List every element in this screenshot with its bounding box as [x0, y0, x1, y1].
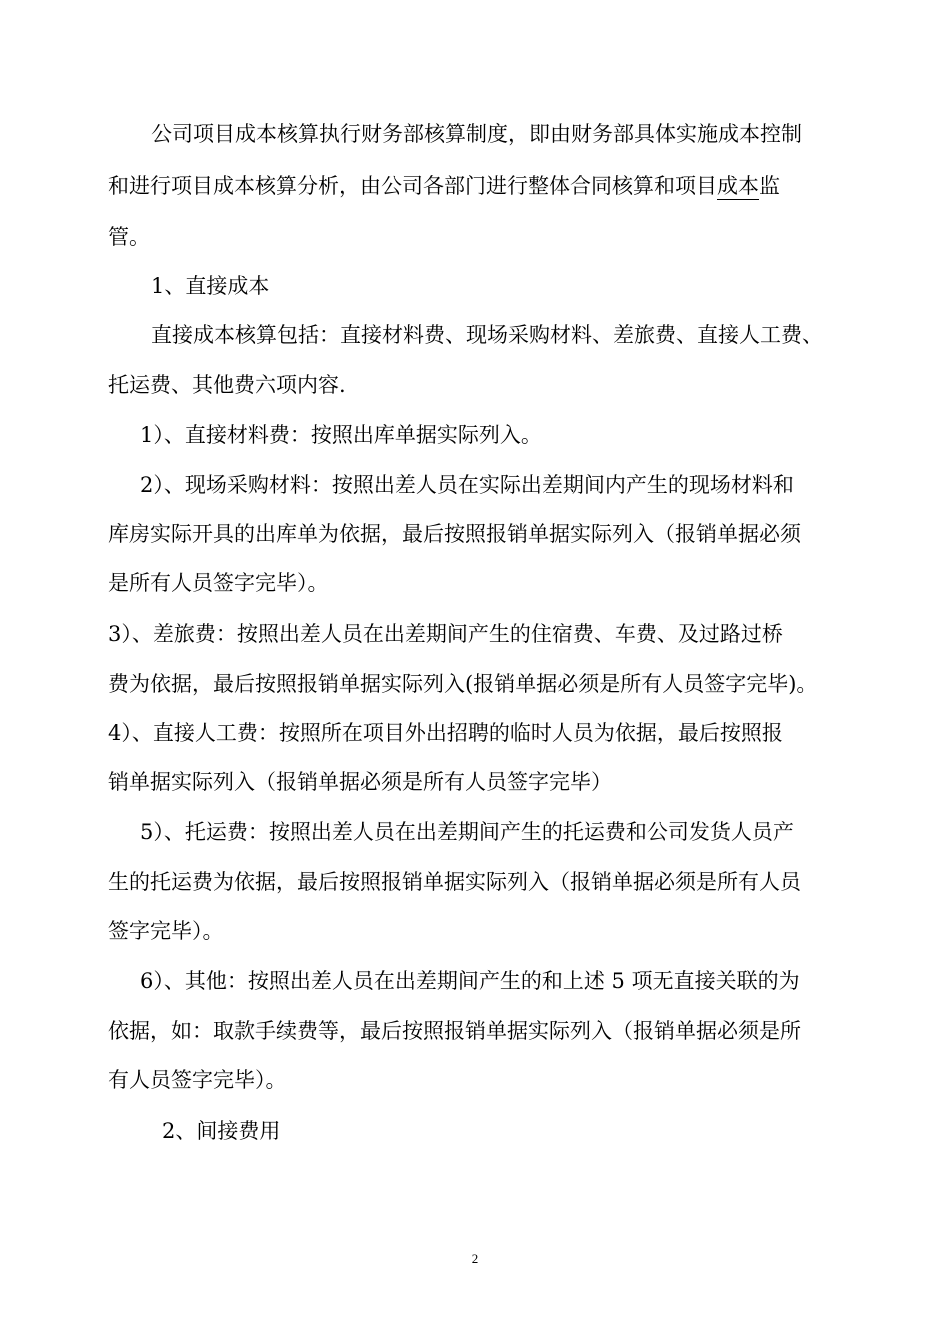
- item-4-line-1: 4）、直接人工费：按照所在项目外出招聘的临时人员为依据，最后按照报: [108, 721, 783, 745]
- item-6-line-2: 依据，如：取款手续费等，最后按照报销单据实际列入（报销单据必须是所: [108, 1019, 801, 1043]
- section-heading-direct-cost: 1、直接成本: [151, 274, 270, 298]
- intro-line-2-end: 监: [759, 174, 780, 198]
- intro-line-3: 管。: [108, 225, 150, 249]
- direct-cost-line-1: 直接成本核算包括：直接材料费、现场采购材料、差旅费、直接人工费、: [151, 323, 823, 347]
- direct-cost-line-2: 托运费、其他费六项内容.: [108, 373, 346, 397]
- item-3-line-2: 费为依据，最后按照报销单据实际列入(报销单据必须是所有人员签字完毕)。: [108, 672, 818, 696]
- item-4-line-2: 销单据实际列入（报销单据必须是所有人员签字完毕）: [108, 770, 612, 794]
- intro-line-1: 公司项目成本核算执行财务部核算制度，即由财务部具体实施成本控制: [151, 122, 802, 146]
- underlined-text: 成本: [717, 174, 759, 198]
- item-5-line-1: 5）、托运费：按照出差人员在出差期间产生的托运费和公司发货人员产: [140, 820, 794, 844]
- section-heading-indirect-cost: 2、间接费用: [162, 1119, 281, 1143]
- item-2-line-1: 2）、现场采购材料：按照出差人员在实际出差期间内产生的现场材料和: [140, 473, 794, 497]
- page-number: 2: [471, 1251, 479, 1266]
- intro-line-2: [108, 172, 780, 200]
- item-1: 1）、直接材料费：按照出库单据实际列入。: [140, 423, 542, 447]
- item-6-line-3: 有人员签字完毕）。: [108, 1068, 287, 1092]
- item-6-line-1: 6）、其他：按照出差人员在出差期间产生的和上述 5 项无直接关联的为: [140, 969, 800, 993]
- item-2-line-2: 库房实际开具的出库单为依据，最后按照报销单据实际列入（报销单据必须: [108, 522, 801, 546]
- item-5-line-2: 生的托运费为依据，最后按照报销单据实际列入（报销单据必须是所有人员: [108, 870, 801, 894]
- item-5-line-3: 签字完毕）。: [108, 919, 224, 943]
- item-3-line-1: 3）、差旅费：按照出差人员在出差期间产生的住宿费、车费、及过路过桥: [108, 622, 783, 646]
- item-2-line-3: 是所有人员签字完毕）。: [108, 571, 329, 595]
- intro-line-2-text: 和进行项目成本核算分析，由公司各部门进行整体合同核算和项目: [108, 174, 717, 198]
